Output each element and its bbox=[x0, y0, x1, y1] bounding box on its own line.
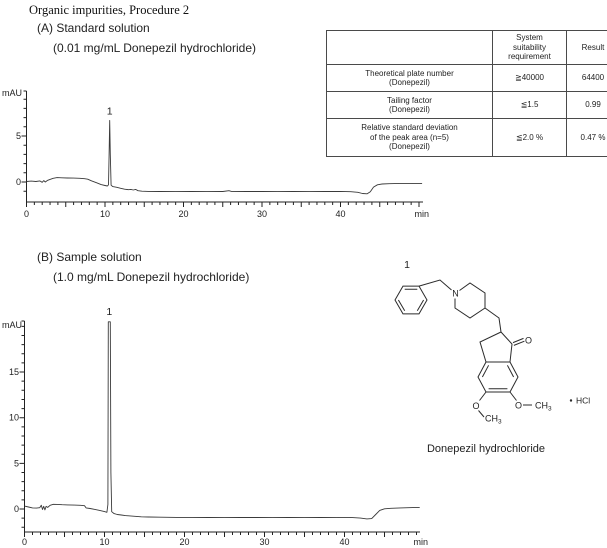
indanone-double-bonds bbox=[482, 365, 513, 388]
table-row-plate-number bbox=[327, 65, 607, 92]
header-requirement-line: suitability bbox=[513, 42, 546, 52]
salt-hcl-label: HCl bbox=[576, 395, 591, 406]
x-axis-unit-label: min bbox=[414, 209, 429, 219]
header-requirement-line: requirement bbox=[508, 52, 551, 62]
requirement-cell: ≦2.0 % bbox=[493, 119, 567, 157]
section-a-subtitle: (0.01 mg/mL Donepezil hydrochloride) bbox=[53, 41, 256, 55]
table-header-row bbox=[327, 31, 607, 65]
molecule-donepezil-structure bbox=[355, 252, 605, 452]
requirement-cell: ≧40000 bbox=[493, 65, 567, 92]
y-axis-unit-label: mAU bbox=[2, 88, 22, 98]
x-tick-label: 30 bbox=[259, 537, 270, 547]
x-tick-label: 20 bbox=[179, 537, 190, 547]
methoxy-right-oxygen-label: O bbox=[514, 400, 523, 411]
x-tick-label: 10 bbox=[99, 209, 111, 219]
parameter-line: (Donepezil) bbox=[389, 78, 430, 87]
x-tick-label: 40 bbox=[339, 537, 350, 547]
x-tick-label: 40 bbox=[335, 209, 346, 219]
y-tick-label: 5 bbox=[15, 131, 21, 141]
y-tick-label: 0 bbox=[13, 504, 19, 514]
y-tick-label: 10 bbox=[8, 412, 19, 423]
phenyl-double-bonds bbox=[398, 289, 423, 311]
x-tick-label: 0 bbox=[21, 537, 28, 547]
parameter-cell bbox=[327, 119, 493, 157]
methyl-left-label bbox=[485, 414, 502, 426]
y-axis-unit-label: mAU bbox=[2, 320, 22, 330]
cyclopentanone-ring bbox=[480, 332, 512, 362]
phenyl-ring bbox=[395, 286, 427, 314]
x-tick-label: 30 bbox=[256, 209, 268, 219]
document-title: Organic impurities, Procedure 2 bbox=[29, 3, 190, 17]
peak-label: 1 bbox=[106, 305, 113, 318]
x-ticks bbox=[27, 202, 420, 207]
molecule-skeleton bbox=[395, 280, 572, 417]
benzyl-ch2-bond bbox=[419, 280, 452, 290]
section-b-subtitle: (1.0 mg/mL Donepezil hydrochloride) bbox=[53, 270, 250, 284]
methyl-subscript: 3 bbox=[498, 418, 502, 426]
section-a-label: (A) Standard solution bbox=[37, 21, 150, 35]
methyl-right-label bbox=[535, 401, 552, 413]
parameter-line: Relative standard deviation bbox=[361, 123, 458, 133]
molecule-caption: Donepezil hydrochloride bbox=[426, 443, 545, 455]
y-ticks bbox=[22, 99, 27, 191]
methoxy-left-oxygen-label: O bbox=[472, 401, 480, 411]
x-ticks bbox=[25, 532, 417, 537]
linker-bonds bbox=[485, 308, 501, 332]
y-tick-label: 5 bbox=[13, 458, 19, 469]
table-row-rsd bbox=[327, 119, 607, 157]
x-tick-label: 0 bbox=[23, 209, 30, 219]
peak-label: 1 bbox=[106, 105, 113, 118]
result-cell: 0.99 bbox=[567, 92, 607, 119]
system-suitability-table bbox=[326, 30, 607, 157]
salt-dot bbox=[570, 399, 572, 401]
header-requirement-cell bbox=[493, 31, 567, 65]
header-parameter-cell bbox=[327, 31, 493, 65]
nitrogen-atom-label: N bbox=[452, 288, 459, 299]
header-result-cell: Result bbox=[567, 31, 607, 65]
parameter-cell bbox=[327, 92, 493, 119]
parameter-line: Tailing factor bbox=[387, 95, 432, 105]
table-row-tailing-factor bbox=[327, 92, 607, 119]
methyl-text: CH bbox=[485, 413, 498, 424]
parameter-line: (Donepezil) bbox=[389, 105, 430, 114]
x-tick-label: 10 bbox=[99, 537, 110, 547]
y-tick-label: 15 bbox=[8, 367, 19, 378]
parameter-cell bbox=[327, 65, 493, 92]
structure-peak-number: 1 bbox=[404, 259, 410, 271]
header-requirement-line: System bbox=[516, 33, 543, 43]
result-cell: 0.47 % bbox=[567, 119, 607, 157]
parameter-line: of the peak area (n=5) bbox=[370, 132, 449, 142]
y-tick-label: 0 bbox=[15, 177, 21, 187]
methyl-subscript: 3 bbox=[548, 405, 552, 413]
piperidine-ring bbox=[455, 283, 485, 318]
section-b-label: (B) Sample solution bbox=[37, 250, 142, 264]
parameter-line: (Donepezil) bbox=[389, 142, 430, 152]
indanone-benzene-ring bbox=[478, 362, 518, 392]
x-axis-unit-label: min bbox=[413, 537, 428, 547]
requirement-cell: ≦1.5 bbox=[493, 92, 567, 119]
y-ticks bbox=[20, 326, 25, 527]
x-tick-label: 20 bbox=[178, 209, 189, 219]
parameter-line: Theoretical plate number bbox=[365, 68, 454, 78]
methyl-text: CH bbox=[535, 400, 548, 411]
result-cell: 64400 bbox=[567, 65, 607, 92]
carbonyl-oxygen-label: O bbox=[524, 335, 533, 346]
carbonyl-double-bond bbox=[513, 338, 524, 345]
